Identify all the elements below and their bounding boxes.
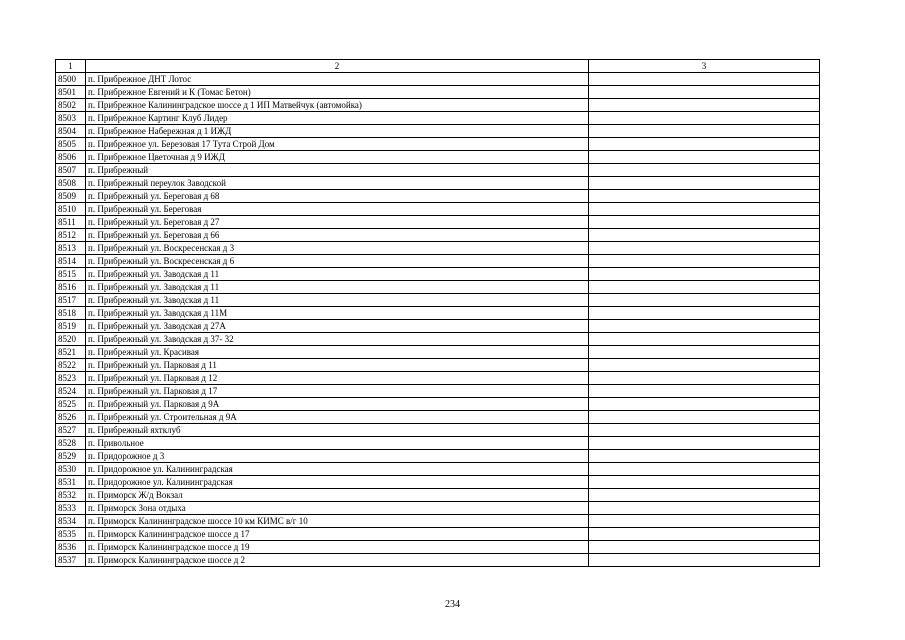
table-row [56, 190, 820, 203]
table-row [56, 138, 820, 151]
table-row [56, 359, 820, 372]
address-cell: п. Прибрежное ул. Березовая 17 Тута Строй Дом [86, 138, 589, 151]
row-number-cell: 8520 [56, 333, 86, 346]
row-number-cell: 8528 [56, 437, 86, 450]
address-cell: п. Придорожное д 3 [86, 450, 589, 463]
empty-cell [589, 268, 820, 281]
empty-cell [589, 411, 820, 424]
address-cell: п. Прибрежное Набережная д 1 ИЖД [86, 125, 589, 138]
table-header-row [56, 60, 820, 73]
row-number-cell: 8511 [56, 216, 86, 229]
table-row [56, 229, 820, 242]
row-number-cell: 8508 [56, 177, 86, 190]
row-number-cell: 8530 [56, 463, 86, 476]
address-cell: п. Прибрежный ул. Заводская д 11 [86, 268, 589, 281]
row-number-cell: 8512 [56, 229, 86, 242]
address-cell: п. Прибрежное ДНТ Лотос [86, 73, 589, 86]
row-number-cell: 8509 [56, 190, 86, 203]
address-cell: п. Приморск Калининградское шоссе д 2 [86, 554, 589, 567]
empty-cell [589, 554, 820, 567]
column-header-2: 2 [86, 60, 589, 73]
address-cell: п. Приморск Калининградское шоссе д 17 [86, 528, 589, 541]
page-number: 234 [445, 599, 460, 610]
empty-cell [589, 73, 820, 86]
address-cell: п. Приморск Калининградское шоссе 10 км КИМС в/г 10 [86, 515, 589, 528]
address-cell: п. Прибрежный ул. Заводская д 37- 32 [86, 333, 589, 346]
table-row [56, 281, 820, 294]
empty-cell [589, 164, 820, 177]
row-number-cell: 8500 [56, 73, 86, 86]
row-number-cell: 8534 [56, 515, 86, 528]
table-row [56, 541, 820, 554]
table-row [56, 385, 820, 398]
empty-cell [589, 294, 820, 307]
address-cell: п. Прибрежный ул. Парковая д 9А [86, 398, 589, 411]
table-row [56, 112, 820, 125]
table-row [56, 476, 820, 489]
empty-cell [589, 320, 820, 333]
table-row [56, 255, 820, 268]
table-row [56, 372, 820, 385]
row-number-cell: 8519 [56, 320, 86, 333]
row-number-cell: 8503 [56, 112, 86, 125]
empty-cell [589, 372, 820, 385]
address-cell: п. Прибрежный ул. Береговая д 27 [86, 216, 589, 229]
table-row [56, 73, 820, 86]
address-cell: п. Прибрежный ул. Красивая [86, 346, 589, 359]
empty-cell [589, 463, 820, 476]
address-cell: п. Придорожное ул. Калининградская [86, 463, 589, 476]
address-table [55, 59, 820, 567]
empty-cell [589, 424, 820, 437]
row-number-cell: 8504 [56, 125, 86, 138]
table-body [56, 73, 820, 567]
table-row [56, 515, 820, 528]
empty-cell [589, 281, 820, 294]
row-number-cell: 8529 [56, 450, 86, 463]
table-row [56, 528, 820, 541]
empty-cell [589, 359, 820, 372]
table-row [56, 203, 820, 216]
address-cell: п. Прибрежный ул. Заводская д 11 [86, 294, 589, 307]
table-row [56, 554, 820, 567]
address-cell: п. Приморск Зона отдыха [86, 502, 589, 515]
table-row [56, 463, 820, 476]
address-cell: п. Прибрежный [86, 164, 589, 177]
empty-cell [589, 112, 820, 125]
row-number-cell: 8537 [56, 554, 86, 567]
row-number-cell: 8505 [56, 138, 86, 151]
empty-cell [589, 138, 820, 151]
empty-cell [589, 255, 820, 268]
empty-cell [589, 203, 820, 216]
table-row [56, 333, 820, 346]
empty-cell [589, 99, 820, 112]
table-row [56, 424, 820, 437]
address-cell: п. Прибрежный ул. Заводская д 27А [86, 320, 589, 333]
table-row [56, 294, 820, 307]
empty-cell [589, 385, 820, 398]
column-header-3: 3 [589, 60, 820, 73]
empty-cell [589, 346, 820, 359]
address-cell: п. Прибрежное Цветочная д 9 ИЖД [86, 151, 589, 164]
table-row [56, 242, 820, 255]
empty-cell [589, 333, 820, 346]
empty-cell [589, 541, 820, 554]
table-row [56, 268, 820, 281]
document-sheet [55, 59, 819, 567]
empty-cell [589, 125, 820, 138]
row-number-cell: 8521 [56, 346, 86, 359]
address-cell: п. Приморск Ж/д Вокзал [86, 489, 589, 502]
empty-cell [589, 242, 820, 255]
row-number-cell: 8514 [56, 255, 86, 268]
address-cell: п. Приморск Калининградское шоссе д 19 [86, 541, 589, 554]
row-number-cell: 8536 [56, 541, 86, 554]
empty-cell [589, 476, 820, 489]
address-cell: п. Прибрежный ул. Парковая д 12 [86, 372, 589, 385]
empty-cell [589, 190, 820, 203]
address-cell: п. Прибрежный ул. Заводская д 11М [86, 307, 589, 320]
row-number-cell: 8531 [56, 476, 86, 489]
row-number-cell: 8502 [56, 99, 86, 112]
address-cell: п. Прибрежный яхтклуб [86, 424, 589, 437]
address-cell: п. Прибрежный ул. Парковая д 17 [86, 385, 589, 398]
empty-cell [589, 307, 820, 320]
empty-cell [589, 489, 820, 502]
table-row [56, 99, 820, 112]
empty-cell [589, 229, 820, 242]
row-number-cell: 8506 [56, 151, 86, 164]
row-number-cell: 8517 [56, 294, 86, 307]
table-row [56, 398, 820, 411]
address-cell: п. Придорожное ул. Калининградская [86, 476, 589, 489]
address-cell: п. Прибрежный ул. Береговая д 66 [86, 229, 589, 242]
table-row [56, 346, 820, 359]
address-cell: п. Прибрежный ул. Строительная д 9А [86, 411, 589, 424]
row-number-cell: 8523 [56, 372, 86, 385]
address-cell: п. Прибрежный переулок Заводской [86, 177, 589, 190]
row-number-cell: 8535 [56, 528, 86, 541]
address-cell: п. Прибрежный ул. Воскресенская д 3 [86, 242, 589, 255]
empty-cell [589, 216, 820, 229]
empty-cell [589, 398, 820, 411]
table-row [56, 320, 820, 333]
empty-cell [589, 528, 820, 541]
row-number-cell: 8501 [56, 86, 86, 99]
table-row [56, 151, 820, 164]
row-number-cell: 8510 [56, 203, 86, 216]
empty-cell [589, 450, 820, 463]
table-row [56, 177, 820, 190]
empty-cell [589, 437, 820, 450]
empty-cell [589, 502, 820, 515]
address-cell: п. Прибрежное Евгений и К (Томас Бетон) [86, 86, 589, 99]
table-row [56, 450, 820, 463]
table-row [56, 502, 820, 515]
row-number-cell: 8526 [56, 411, 86, 424]
address-cell: п. Прибрежный ул. Заводская д 11 [86, 281, 589, 294]
row-number-cell: 8527 [56, 424, 86, 437]
table-row [56, 86, 820, 99]
table-row [56, 125, 820, 138]
empty-cell [589, 86, 820, 99]
address-cell: п. Прибрежный ул. Береговая д 68 [86, 190, 589, 203]
row-number-cell: 8533 [56, 502, 86, 515]
address-cell: п. Прибрежный ул. Воскресенская д 6 [86, 255, 589, 268]
column-header-1: 1 [56, 60, 86, 73]
row-number-cell: 8518 [56, 307, 86, 320]
table-row [56, 307, 820, 320]
address-cell: п. Прибрежное Калининградское шоссе д 1 ИП Матвейчук (автомойка) [86, 99, 589, 112]
empty-cell [589, 151, 820, 164]
table-row [56, 216, 820, 229]
row-number-cell: 8525 [56, 398, 86, 411]
table-row [56, 164, 820, 177]
address-cell: п. Прибрежное Картинг Клуб Лидер [86, 112, 589, 125]
row-number-cell: 8516 [56, 281, 86, 294]
empty-cell [589, 177, 820, 190]
table-row [56, 411, 820, 424]
address-cell: п. Привольное [86, 437, 589, 450]
address-cell: п. Прибрежный ул. Береговая [86, 203, 589, 216]
table-row [56, 489, 820, 502]
row-number-cell: 8507 [56, 164, 86, 177]
row-number-cell: 8522 [56, 359, 86, 372]
row-number-cell: 8513 [56, 242, 86, 255]
row-number-cell: 8515 [56, 268, 86, 281]
row-number-cell: 8532 [56, 489, 86, 502]
table-row [56, 437, 820, 450]
empty-cell [589, 515, 820, 528]
address-cell: п. Прибрежный ул. Парковая д 11 [86, 359, 589, 372]
row-number-cell: 8524 [56, 385, 86, 398]
